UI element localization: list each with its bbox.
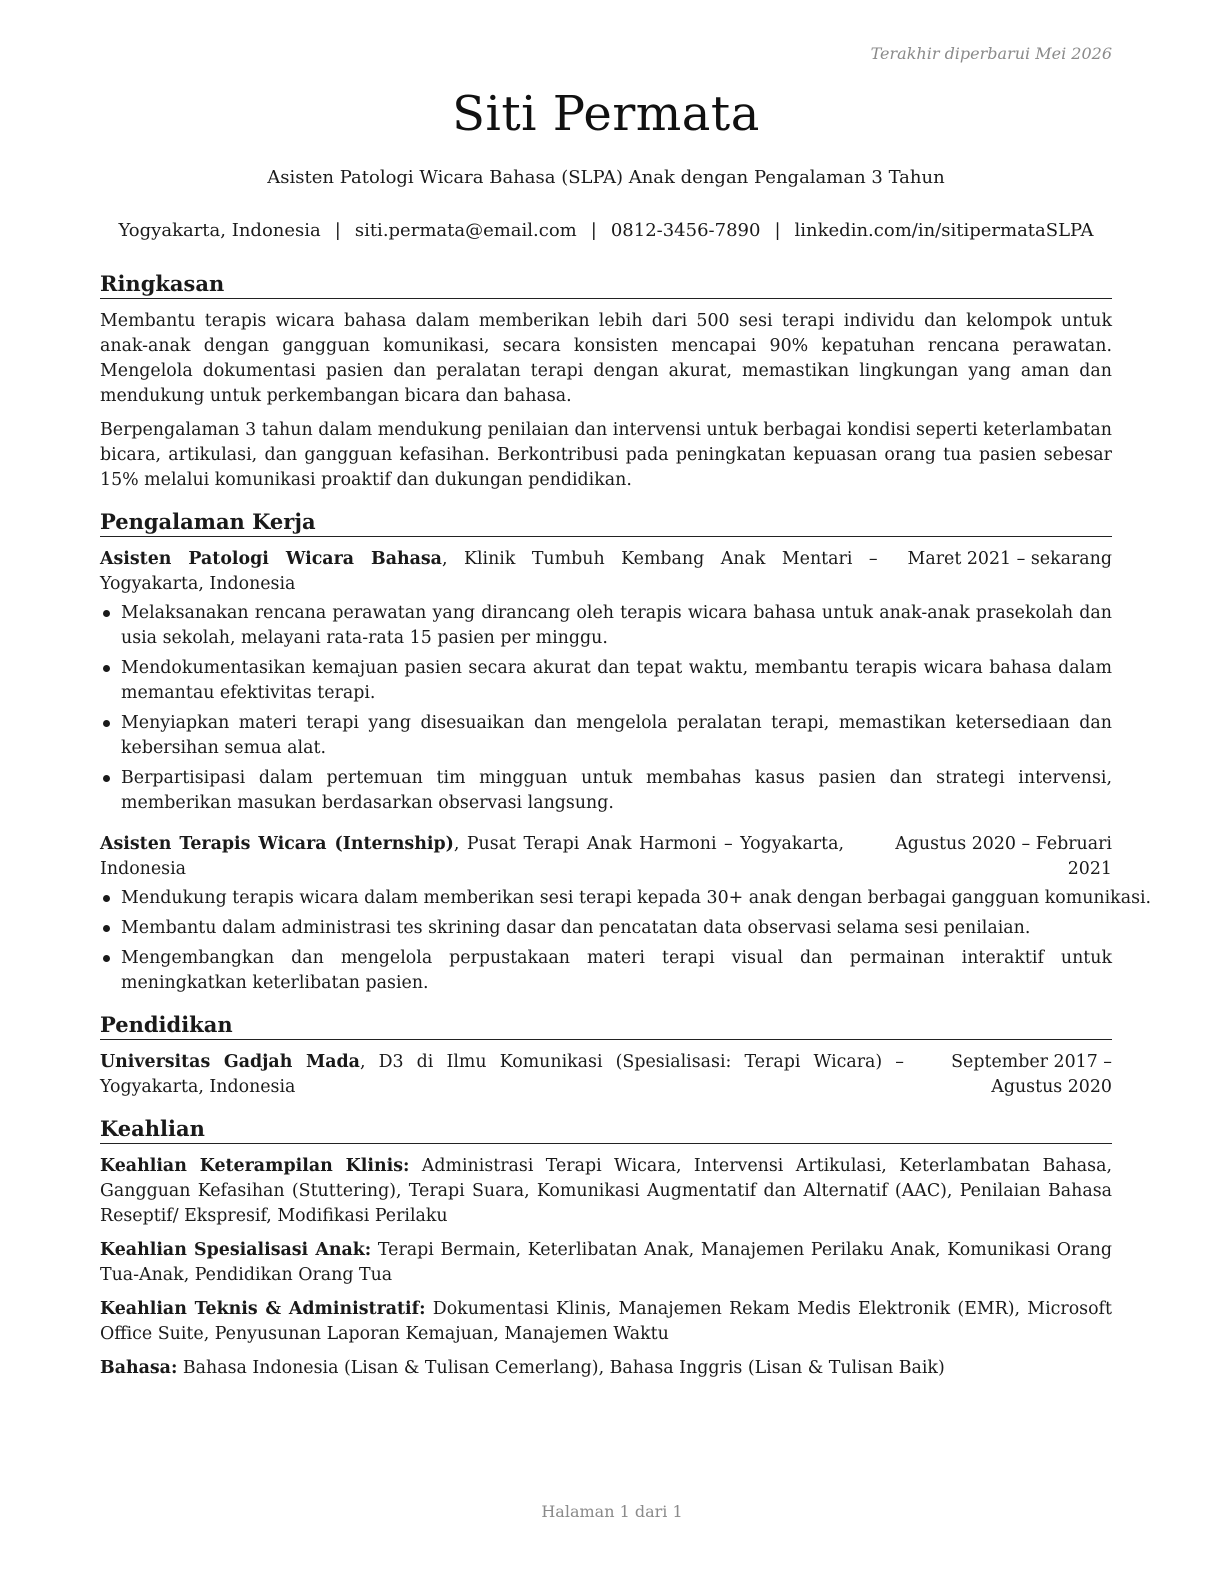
job-organization: , Klinik Tumbuh Kembang Anak Mentari – Yogyakarta, Indonesia [100,549,878,594]
contact-separator: | [334,220,341,241]
job-role: Asisten Terapis Wicara (Internship) [100,834,454,854]
job-bullets [100,601,1112,816]
page-number: Halaman 1 dari 1 [541,1502,683,1521]
skill-value: Bahasa Indonesia (Lisan & Tulisan Cemerlang), Bahasa Inggris (Lisan & Tulisan Baik) [177,1358,945,1378]
job-title-line [100,547,878,597]
education-detail: , D3 di Ilmu Komunikasi (Spesialisasi: Terapi Wicara) – Yogyakarta, Indonesia [100,1052,904,1097]
list-item: Melaksanakan rencana perawatan yang dirancang oleh terapis wicara bahasa untuk anak-anak prasekolah dan usia sekolah, melayani rata-rata 15 pasien per minggu. [100,601,1112,651]
contact-line [100,220,1112,241]
experience-section [100,508,1152,996]
job-dates: Maret 2021 – sekarang [907,549,1112,569]
job-header [100,832,1112,882]
job-header [100,547,1112,597]
job-title-line [100,832,844,882]
skill-label: Keahlian Teknis & Administratif: [100,1299,426,1319]
school-name: Universitas Gadjah Mada [100,1052,360,1072]
contact-phone: 0812-3456-7890 [610,220,761,241]
contact-separator: | [774,220,781,241]
summary-heading: Ringkasan [100,270,1112,299]
skill-group [100,1238,1112,1288]
summary-paragraph: Membantu terapis wicara bahasa dalam memberikan lebih dari 500 sesi terapi individu dan kelompok untuk anak-anak dengan gangguan komunikasi, secara konsisten mencapai 90% kepatuhan rencana perawatan. Mengelola dokumentasi pasien dan peralatan terapi dengan akurat, memastikan lingkungan yang aman dan mendukung untuk perkembangan bicara dan bahasa. [100,311,1112,406]
list-item: Membantu dalam administrasi tes skrining dasar dan pencatatan data observasi selama sesi penilaian. [100,916,1112,941]
contact-separator: | [590,220,597,241]
skill-value: Terapi Bermain, Keterlibatan Anak, Manajemen Perilaku Anak, Komunikasi Orang Tua-Anak, Pendidikan Orang Tua [100,1240,1112,1285]
candidate-name: Siti Permata [452,86,760,142]
last-updated-note: Terakhir diperbarui Mei 2026 [870,44,1112,63]
summary-paragraph: Berpengalaman 3 tahun dalam mendukung penilaian dan intervensi untuk berbagai kondisi seperti keterlambatan bicara, artikulasi, dan gangguan kefasihan. Berkontribusi pada peningkatan kepuasan orang tua pasien sebesar 15% melalui komunikasi proaktif dan dukungan pendidikan. [100,420,1112,490]
experience-heading: Pengalaman Kerja [100,508,1112,537]
contact-linkedin[interactable]: linkedin.com/in/sitipermataSLPA [794,220,1094,241]
skill-label: Keahlian Keterampilan Klinis: [100,1156,410,1176]
skill-label: Bahasa: [100,1358,178,1378]
job-bullets [100,886,1152,996]
education-dates: September 2017 – Agustus 2020 [951,1052,1112,1097]
skill-value: Dokumentasi Klinis, Manajemen Rekam Medis Elektronik (EMR), Microsoft Office Suite, Penyusunan Laporan Kemajuan, Manajemen Waktu [100,1299,1112,1344]
skills-section [100,1115,1112,1381]
resume-body [100,270,1152,1396]
job-entry [100,547,1112,816]
skill-label: Keahlian Spesialisasi Anak: [100,1240,372,1260]
job-dates: Agustus 2020 – Februari 2021 [895,834,1112,879]
skills-heading: Keahlian [100,1115,1112,1144]
list-item: Mendukung terapis wicara dalam memberikan sesi terapi kepada 30+ anak dengan berbagai gangguan komunikasi. [100,886,1112,911]
skill-group [100,1297,1112,1347]
skill-group [100,1154,1112,1229]
candidate-tagline: Asisten Patologi Wicara Bahasa (SLPA) Anak dengan Pengalaman 3 Tahun [267,167,945,188]
list-item: Mendokumentasikan kemajuan pasien secara akurat dan tepat waktu, membantu terapis wicara bahasa dalam memantau efektivitas terapi. [100,656,1112,706]
summary-section [100,270,1112,493]
education-heading: Pendidikan [100,1011,1112,1040]
job-organization: , Pusat Terapi Anak Harmoni – Yogyakarta, Indonesia [100,834,844,879]
education-entry [100,1050,1112,1100]
contact-email[interactable]: siti.permata@email.com [354,220,577,241]
skill-value: Administrasi Terapi Wicara, Intervensi Artikulasi, Keterlambatan Bahasa, Gangguan Kefasihan (Stuttering), Terapi Suara, Komunikasi Augmentatif dan Alternatif (AAC), Penilaian Bahasa Reseptif/ Ekspresif, Modifikasi Perilaku [100,1156,1112,1226]
skill-group [100,1356,1112,1381]
list-item: Mengembangkan dan mengelola perpustakaan materi terapi visual dan permainan interaktif untuk meningkatkan keterlibatan pasien. [100,946,1112,996]
job-role: Asisten Patologi Wicara Bahasa [100,549,442,569]
education-section [100,1011,1112,1100]
list-item: Menyiapkan materi terapi yang disesuaikan dan mengelola peralatan terapi, memastikan ketersediaan dan kebersihan semua alat. [100,711,1112,761]
list-item: Berpartisipasi dalam pertemuan tim mingguan untuk membahas kasus pasien dan strategi intervensi, memberikan masukan berdasarkan observasi langsung. [100,766,1112,816]
contact-location: Yogyakarta, Indonesia [118,220,321,241]
job-entry [100,832,1152,996]
education-line [100,1050,904,1100]
